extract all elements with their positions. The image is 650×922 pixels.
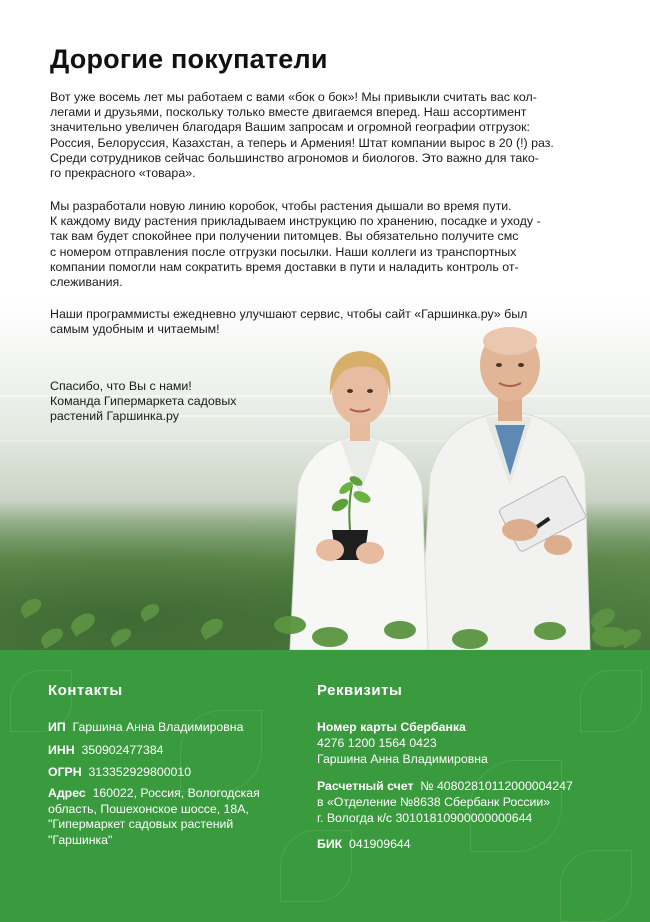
inn-row xyxy=(48,743,164,759)
paragraph-website xyxy=(50,307,572,337)
inn-label: ИНН xyxy=(48,743,75,757)
text-line: Мы разработали новую линию коробок, чтобы растения дышали во время пути. xyxy=(50,199,512,213)
text-line: значительно увеличен благодаря Вашим запросам и огромной географии отгрузок: xyxy=(50,120,530,135)
man-figure xyxy=(420,327,590,650)
staff-photo xyxy=(270,325,630,650)
signature-line: Спасибо, что Вы с нами! xyxy=(50,379,192,393)
address-row xyxy=(48,786,288,848)
card-number: 4276 1200 1564 0423 xyxy=(317,736,437,750)
ogrn-label: ОГРН xyxy=(48,765,82,779)
signature-line: растений Гаршинка.ру xyxy=(50,409,180,424)
contacts-heading: Контакты xyxy=(48,682,123,699)
address-label: Адрес xyxy=(48,786,86,800)
ip-label: ИП xyxy=(48,720,66,734)
bik-label: БИК xyxy=(317,837,343,851)
page-title: Дорогие покупатели xyxy=(50,44,328,74)
text-line: го прекрасного «товара». xyxy=(50,166,196,181)
text-line: самым удобным и читаемым! xyxy=(50,322,220,337)
woman-figure xyxy=(290,351,428,650)
inn-value: 350902477384 xyxy=(81,743,164,757)
ip-value: Гаршина Анна Владимировна xyxy=(72,720,244,734)
signature xyxy=(50,379,280,425)
text-line: Среди сотрудников сейчас большинство агрономов и биологов. Это важно для тако- xyxy=(50,150,539,165)
card-label: Номер карты Сбербанка xyxy=(317,720,466,734)
requisites-heading: Реквизиты xyxy=(317,682,403,699)
paragraph-delivery xyxy=(50,199,572,290)
signature-line: Команда Гипермаркета садовых xyxy=(50,394,237,409)
contacts-footer xyxy=(0,650,650,922)
address-value: 160022, Россия, Вологодская область, Пошехонское шоссе, 18А, "Гипермаркет садовых растений "Гаршинка" xyxy=(48,786,260,847)
text-line: компании помогли нам сократить время доставки в пути и наладить контроль от- xyxy=(50,259,519,274)
text-line: К каждому виду растения прикладываем инструкцию по хранению, посадке и уходу - xyxy=(50,214,541,229)
paragraph-history xyxy=(50,90,572,181)
text-line: Россия, Белоруссия, Казахстан, а теперь и Армения! Штат компании вырос в 20 (!) раз. xyxy=(50,135,554,150)
text-line: слеживания. xyxy=(50,275,123,290)
bik-value: 041909644 xyxy=(349,837,411,851)
text-line: Наши программисты ежедневно улучшают сервис, чтобы сайт «Гаршинка.ру» был xyxy=(50,307,528,321)
ogrn-value: 313352929800010 xyxy=(88,765,192,779)
text-line: Вот уже восемь лет мы работаем с вами «бок о бок»! Мы привыкли считать вас кол- xyxy=(50,90,537,104)
text-line: с номером отправления после отгрузки посылки. Наши коллеги из транспортных xyxy=(50,244,517,259)
bank-line: в «Отделение №8638 Сбербанк России» xyxy=(317,795,551,809)
text-line: так вам будет спокойнее при получении питомцев. Вы обязательно получите смс xyxy=(50,229,519,244)
bik-row xyxy=(317,837,411,853)
card-owner: Гаршина Анна Владимировна xyxy=(317,752,488,766)
ogrn-row xyxy=(48,765,191,781)
city-line: г. Вологда к/с 30101810900000000644 xyxy=(317,811,533,825)
account-label: Расчетный счет xyxy=(317,779,414,793)
account-row xyxy=(317,779,573,795)
ip-row xyxy=(48,720,243,736)
text-line: легами и друзьями, поскольку только вместе двигаемся вперед. Наш ассортимент xyxy=(50,105,527,120)
account-value: № 40802810112000004247 xyxy=(420,779,573,793)
